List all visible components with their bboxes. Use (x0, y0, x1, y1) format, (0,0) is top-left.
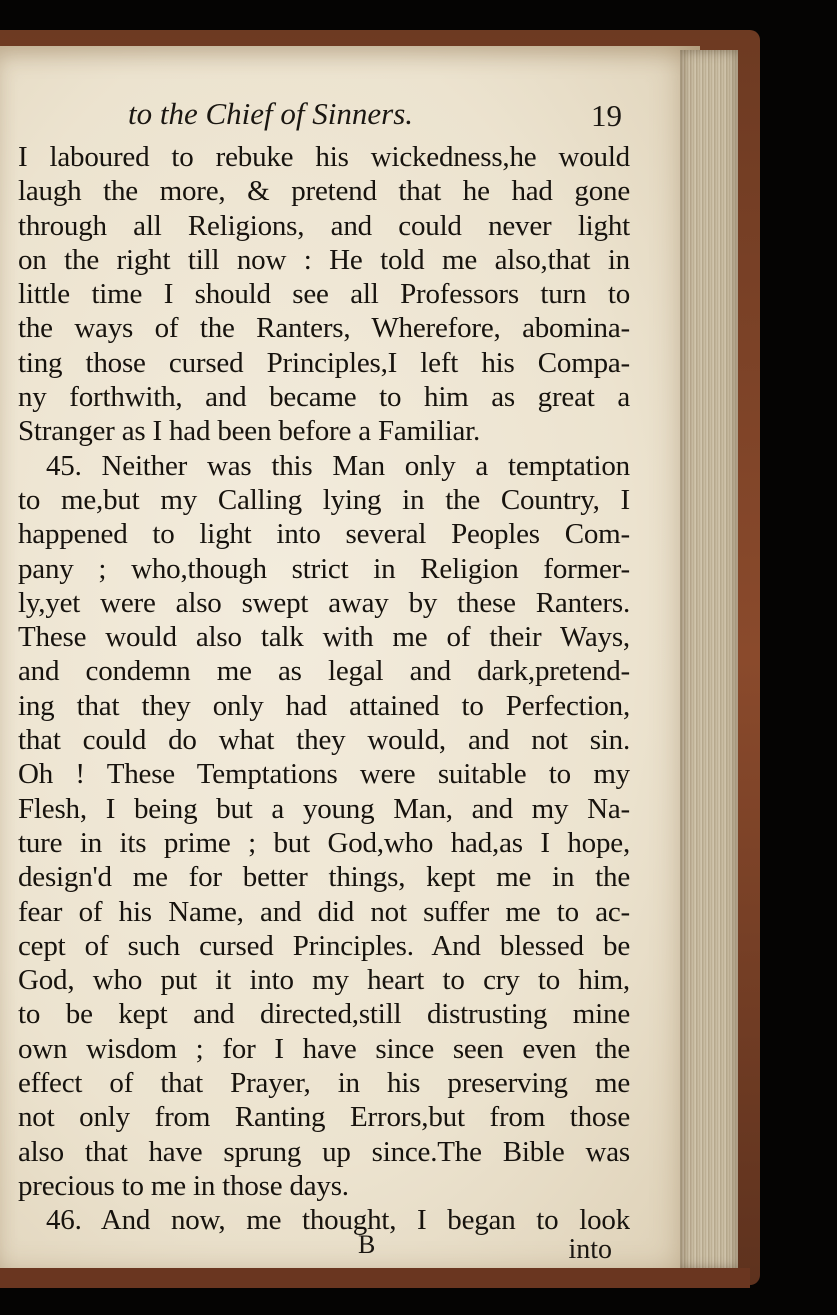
text-line: laugh the more, & pretend that he had gone (18, 175, 630, 208)
text-line: pany ; who,though strict in Religion former- (18, 552, 630, 585)
text-line: effect of that Prayer, in his preserving me (18, 1067, 630, 1100)
text-line: ly,yet were also swept away by these Ranters. (18, 586, 630, 619)
text-line: precious to me in those days. (18, 1169, 349, 1202)
text-line: 46. And now, me thought, I began to look (46, 1204, 630, 1237)
text-line: 45. Neither was this Man only a temptation (46, 449, 630, 482)
text-line: own wisdom ; for I have since seen even the (18, 1032, 630, 1065)
text-line: fear of his Name, and did not suffer me to ac- (18, 895, 630, 928)
text-line: that could do what they would, and not sin. (18, 724, 630, 757)
running-head: to the Chief of Sinners. (128, 96, 414, 131)
text-line: not only from Ranting Errors,but from those (18, 1101, 630, 1134)
text-line: ting those cursed Principles,I left his Compa- (18, 346, 630, 379)
page-number: 19 (591, 98, 622, 133)
text-line: Oh ! These Temptations were suitable to my (18, 758, 630, 791)
text-line: These would also talk with me of their Ways, (18, 621, 630, 654)
body-text (18, 140, 630, 1238)
catchword: into (568, 1234, 612, 1265)
text-line: ny forthwith, and became to him as great a (18, 381, 630, 414)
text-line: little time I should see all Professors turn to (18, 278, 630, 311)
text-line: and condemn me as legal and dark,pretend- (18, 655, 630, 688)
text-line: ture in its prime ; but God,who had,as I hope, (18, 826, 630, 859)
text-line: to me,but my Calling lying in the Country, I (18, 483, 630, 516)
text-line: Stranger as I had been before a Familiar. (18, 415, 481, 448)
text-line: cept of such cursed Principles. And blessed be (18, 929, 630, 962)
text-line: on the right till now : He told me also,that in (18, 243, 630, 276)
text-line: through all Religions, and could never light (18, 209, 630, 242)
text-line: God, who put it into my heart to cry to him, (18, 964, 630, 997)
signature-mark: B (358, 1230, 376, 1259)
text-line: the ways of the Ranters, Wherefore, abomina- (18, 312, 630, 345)
text-line: I laboured to rebuke his wickedness,he would (18, 141, 630, 173)
text-line: also that have sprung up since.The Bible was (18, 1135, 630, 1168)
book-cover-bottom (0, 1268, 750, 1288)
text-line: ing that they only had attained to Perfection, (18, 689, 630, 722)
text-line: happened to light into several Peoples Com- (18, 518, 630, 551)
text-line: design'd me for better things, kept me in the (18, 861, 630, 894)
page-edges (680, 50, 738, 1270)
text-line: to be kept and directed,still distrusting mine (18, 998, 630, 1031)
page-header (18, 96, 630, 140)
page-footer (18, 1230, 630, 1270)
text-line: Flesh, I being but a young Man, and my Na- (18, 792, 630, 825)
